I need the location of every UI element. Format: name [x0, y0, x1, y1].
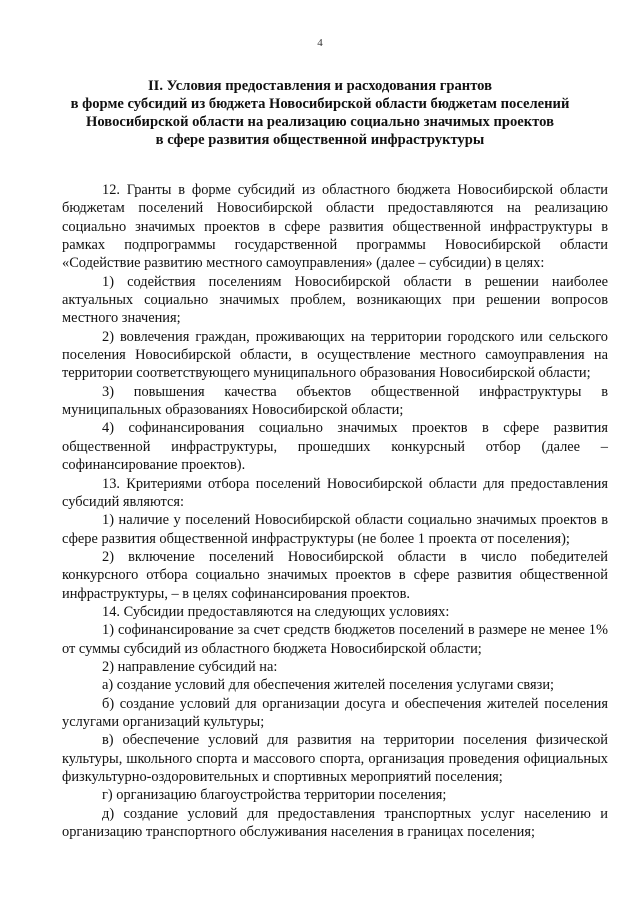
document-body [62, 181, 608, 841]
heading-line: в сфере развития общественной инфраструктуры [155, 132, 485, 148]
sub-item-v: в) обеспечение условий для развития на территории поселения физической культуры, школьного спорта и массового спорта, организация проведения официальных физкультурно-оздоровительных и спортивных мероприятий поселения; [62, 732, 608, 785]
list-item-14-1: 1) софинансирование за счет средств бюджетов поселений в размере не менее 1% от суммы субсидий из областного бюджета Новосибирской области; [62, 622, 608, 657]
sub-item-g: г) организацию благоустройства территории поселения; [102, 787, 447, 804]
list-item-12-4: 4) софинансирования социально значимых проектов в сфере развития общественной инфраструктуры, прошедших конкурсный отбор (далее – софинансирование проектов). [62, 420, 608, 474]
list-item-14-2: 2) направление субсидий на: [102, 658, 278, 675]
heading-line: в форме субсидий из бюджета Новосибирской области бюджетам поселений [70, 96, 570, 112]
heading-line: II. Условия предоставления и расходования грантов [147, 78, 492, 94]
sub-item-a: а) создание условий для обеспечения жителей поселения услугами связи; [102, 677, 555, 694]
section-heading [60, 77, 580, 149]
list-item-12-3: 3) повышения качества объектов общественной инфраструктуры в муниципальных образованиях Новосибирской области; [62, 383, 608, 419]
paragraph-13: 13. Критериями отбора поселений Новосибирской области для предоставления субсидий являются: [62, 475, 608, 510]
sub-item-b: б) создание условий для организации досуга и обеспечения жителей поселения услугами организаций культуры; [62, 695, 608, 730]
list-item-12-2: 2) вовлечения граждан, проживающих на территории городского или сельского поселения Новосибирской области, в осуществление местного самоуправления на территории соответствующего муниципального образования Новосибирской области; [62, 328, 608, 382]
list-item-12-1: 1) содействия поселениям Новосибирской области в решении наиболее актуальных социально значимых проблем, возникающих при решении вопросов местного значения; [62, 273, 608, 327]
list-item-13-2: 2) включение поселений Новосибирской области в число победителей конкурсного отбора социально значимых проектов в сфере развития общественной инфраструктуры, – в целях софинансирования проектов. [62, 548, 608, 602]
sub-item-d: д) создание условий для предоставления транспортных услуг населению и организацию транспортного обслуживания населения в границах поселения; [62, 805, 608, 841]
page-number: 4 [317, 37, 323, 49]
list-item-13-1: 1) наличие у поселений Новосибирской области социально значимых проектов в сфере развития общественной инфраструктуры (не более 1 проекта от поселения); [62, 512, 608, 547]
paragraph-12: 12. Гранты в форме субсидий из областного бюджета Новосибирской области бюджетам поселений Новосибирской области предоставляются на реализацию социально значимых проектов в сфере развития общественной инфраструктуры в рамках подпрограммы государственной программы Новосибирской области «Содействие развитию местного самоуправления» (далее – субсидии) в целях: [62, 182, 608, 272]
paragraph-14: 14. Субсидии предоставляются на следующих условиях: [102, 603, 450, 620]
heading-line: Новосибирской области на реализацию социально значимых проектов [86, 114, 554, 130]
